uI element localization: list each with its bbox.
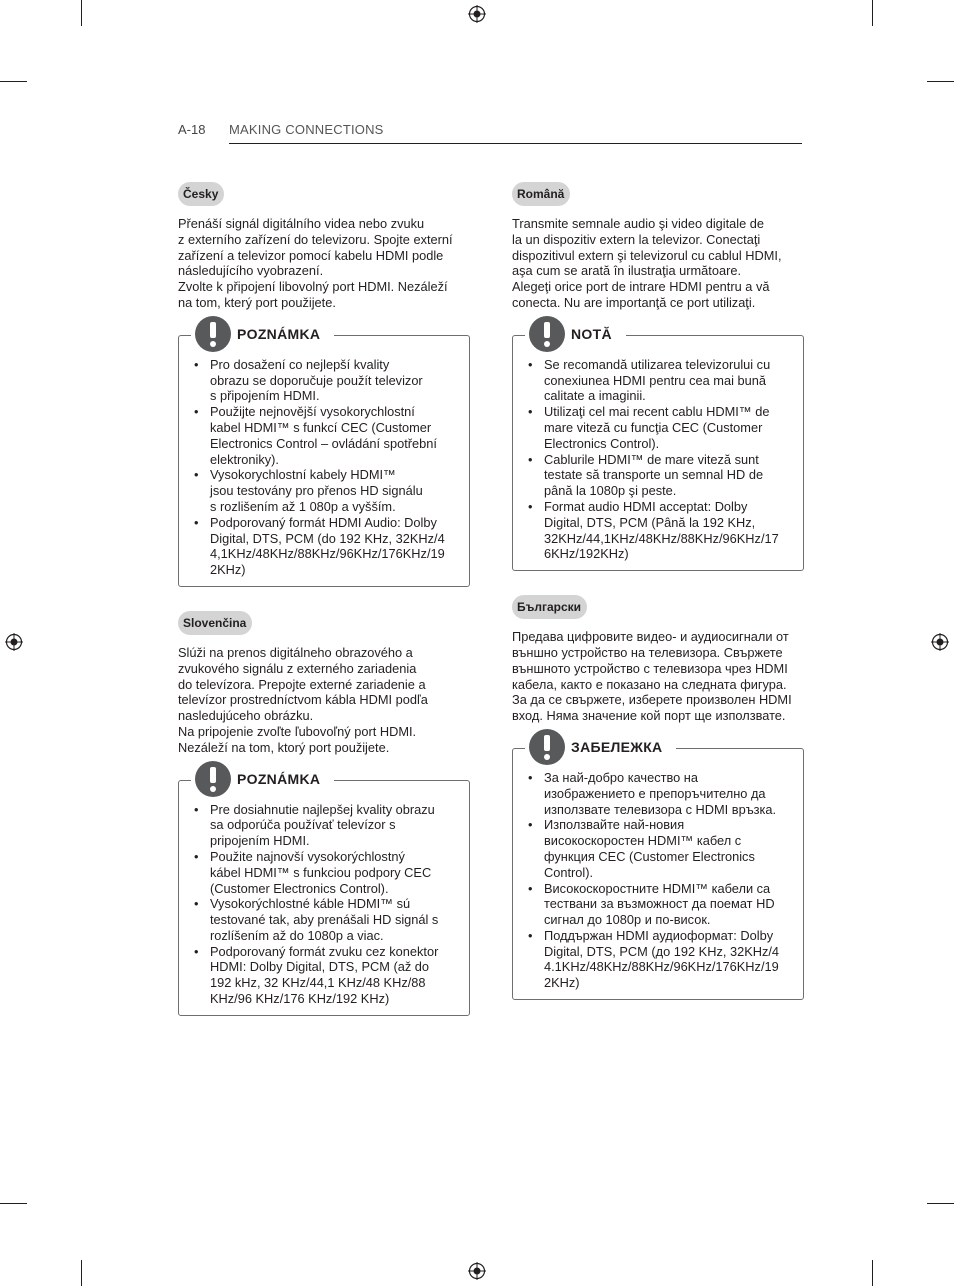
section-title: MAKING CONNECTIONS: [229, 122, 384, 137]
crop-mark: [0, 81, 27, 82]
section-body: Предава цифровите видео- и аудиосигнали от външно устройство на телевизора. Свържете външното устройство с телевизора чрез HDMI кабела, както е показано на следната фигура. За да се свържете, изберете произволен HDMI вход. Няма значение кой порт ще използвате.: [512, 629, 792, 724]
note-box: [178, 770, 470, 1016]
note-label: POZNÁMKA: [237, 325, 321, 342]
registration-mark-icon: [931, 633, 949, 651]
note-item: • Pre dosiahnutie najlepšej kvality obrazu sa odporúča používať televízor s pripojením HDMI.: [194, 802, 459, 849]
note-item: • Високоскоростните HDMI™ кабели са тествани за възможност да поемат HD сигнал до 1080p и по-висок.: [528, 881, 793, 928]
section-slovencina: [178, 611, 470, 1016]
section-romana: [512, 182, 804, 571]
note-header: [191, 314, 334, 354]
crop-mark: [872, 1260, 873, 1286]
note-header: [191, 759, 334, 799]
section-body: Přenáší signál digitálního videa nebo zvuku z externího zařízení do televizoru. Spojte externí zařízení a televizor pomocí kabelu HDMI podle následujícího vyobrazení. Zvolte k připojení libovolný port HDMI. Nezáleží na tom, který port použijete.: [178, 216, 453, 310]
registration-mark-icon: [468, 1262, 486, 1280]
crop-mark: [927, 1203, 954, 1204]
note-list: [528, 357, 793, 562]
note-header: [525, 727, 676, 767]
left-column: [178, 182, 470, 1016]
exclamation-icon: [529, 316, 565, 352]
note-header: [525, 314, 626, 354]
note-item: • За най-добро качество на изображението е препоръчително да използвате телевизора с HDMI връзка.: [528, 770, 793, 817]
note-item: • Použijte nejnovější vysokorychlostní kabel HDMI™ s funkcí CEC (Customer Electronics Control – ovládání spotřební elektroniky).: [194, 404, 459, 467]
note-item: • Format audio HDMI acceptat: Dolby Digital, DTS, PCM (Până la 192 KHz, 32KHz/44,1KHz/48KHz/88KHz/96KHz/17 6KHz/192KHz): [528, 499, 793, 562]
note-item: • Podporovaný formát zvuku cez konektor HDMI: Dolby Digital, DTS, PCM (až do 192 kHz, 32 KHz/44,1 KHz/48 KHz/88 KHz/96 KHz/176 KHz/192 KHz): [194, 944, 459, 1007]
note-label: ЗАБЕЛЕЖКА: [571, 738, 663, 755]
section-balgarski: [512, 595, 804, 1000]
note-item: • Utilizaţi cel mai recent cablu HDMI™ de mare viteză cu funcţia CEC (Customer Electronics Control).: [528, 404, 793, 451]
note-label: POZNÁMKA: [237, 770, 321, 787]
language-tag: Română: [512, 182, 570, 206]
section-body: Slúži na prenos digitálneho obrazového a zvukového signálu z externého zariadenia do televízora. Prepojte externé zariadenie a televízor prostredníctvom kábla HDMI podľa nasledujúceho obrázku. Na pripojenie zvoľte ľubovoľný port HDMI. Nezáleží na tom, ktorý port použijete.: [178, 644, 428, 755]
note-item: • Vysokorychlostní kabely HDMI™ jsou testovány pro přenos HD signálu s rozlišením až 1 080p a vyšším.: [194, 467, 459, 514]
section-body: Transmite semnale audio şi video digitale de la un dispozitiv extern la televizor. Conectaţi dispozitivul extern şi televizorul cu cablul HDMI, aşa cum se arată în ilustraţia următoare. Alegeţi orice port de intrare HDMI pentru a vă conecta. Nu are importanţă ce port utilizaţi.: [512, 216, 782, 310]
note-item: • Използвайте най-новия високоскоростен HDMI™ кабел с функция CEC (Customer Electronics Control).: [528, 817, 793, 880]
note-item: • Použite najnovší vysokorýchlostný kábel HDMI™ s funkciou podpory CEC (Customer Electronics Control).: [194, 849, 459, 896]
exclamation-icon: [195, 316, 231, 352]
crop-mark: [872, 0, 873, 26]
crop-mark: [927, 81, 954, 82]
language-tag: Български: [512, 595, 587, 619]
registration-mark-icon: [468, 5, 486, 23]
section-cesky: [178, 182, 470, 587]
crop-mark: [0, 1203, 27, 1204]
language-tag: Česky: [178, 182, 224, 206]
page-number: A-18: [178, 122, 206, 137]
note-box: [178, 325, 470, 587]
note-label: NOTĂ: [571, 325, 612, 342]
exclamation-icon: [195, 761, 231, 797]
language-tag: Slovenčina: [178, 611, 252, 635]
page-header: [178, 122, 802, 144]
note-item: • Pro dosažení co nejlepší kvality obrazu se doporučuje použít televizor s připojením HDMI.: [194, 357, 459, 404]
note-list: [528, 770, 793, 991]
crop-mark: [81, 1260, 82, 1286]
note-box: [512, 325, 804, 571]
note-list: [194, 802, 459, 1007]
crop-mark: [81, 0, 82, 26]
right-column: [512, 182, 804, 1000]
note-item: • Podporovaný formát HDMI Audio: Dolby Digital, DTS, PCM (do 192 KHz, 32KHz/4 4,1KHz/48KHz/88KHz/96KHz/176KHz/19 2KHz): [194, 515, 459, 578]
note-item: • Поддържан HDMI аудиоформат: Dolby Digital, DTS, PCM (до 192 KHz, 32KHz/4 4.1KHz/48KHz/88KHz/96KHz/176KHz/19 2KHz): [528, 928, 793, 991]
header-divider: [229, 143, 802, 144]
note-item: • Vysokorýchlostné káble HDMI™ sú testované tak, aby prenášali HD signál s rozlíšením až do 1080p a viac.: [194, 896, 459, 943]
note-box: [512, 738, 804, 1000]
note-list: [194, 357, 459, 578]
note-item: • Se recomandă utilizarea televizorului cu conexiunea HDMI pentru cea mai bună calitate a imaginii.: [528, 357, 793, 404]
note-item: • Cablurile HDMI™ de mare viteză sunt testate să transporte un semnal HD de până la 1080p şi peste.: [528, 452, 793, 499]
registration-mark-icon: [5, 633, 23, 651]
exclamation-icon: [529, 729, 565, 765]
